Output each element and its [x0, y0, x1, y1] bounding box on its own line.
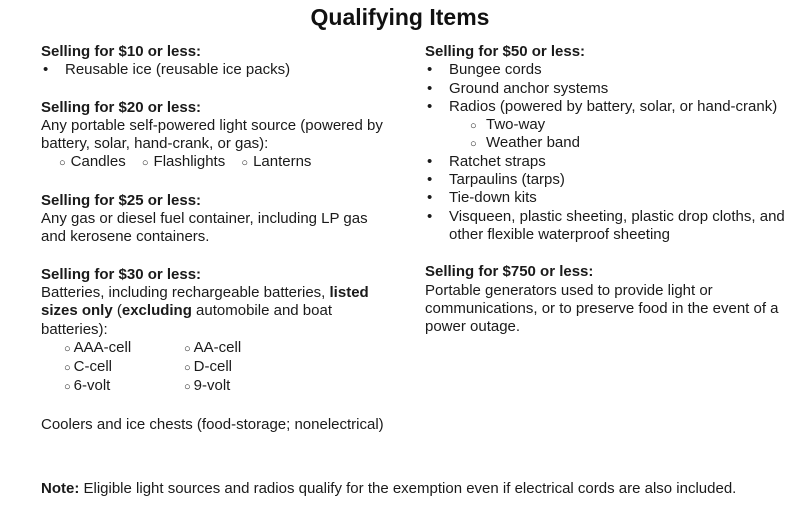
coolers-text: Coolers and ice chests (food-storage; nonelectrical) — [41, 415, 384, 433]
section-30 — [41, 266, 396, 397]
list-item: ○ Weather band — [470, 134, 785, 152]
section-heading: Selling for $25 or less: — [41, 191, 202, 209]
section-text — [41, 284, 396, 339]
section-heading: Selling for $30 or less: — [41, 265, 202, 283]
list-item: • Reusable ice (reusable ice packs) — [41, 61, 396, 79]
list-item-radios — [425, 98, 785, 153]
section-heading: Selling for $750 or less: — [425, 263, 594, 281]
list-item: ○ AAA-cell — [64, 339, 184, 358]
list-item: ○ C-cell — [64, 358, 184, 377]
text-part: ( — [112, 302, 122, 320]
section-50 — [425, 43, 785, 244]
note-text: Eligible light sources and radios qualify for the exemption even if electrical cords are also included. — [79, 480, 737, 497]
list-item: ○ Candles — [59, 153, 126, 170]
list-item: ○ 6-volt — [64, 377, 184, 396]
list-item: ○ Lanterns — [241, 153, 311, 170]
section-heading: Selling for $10 or less: — [41, 43, 202, 60]
section-heading: Selling for $20 or less: — [41, 98, 202, 116]
section-text: Any portable self-powered light source (powered by battery, solar, hand-crank, or gas): — [41, 116, 383, 153]
list-item: • Tarpaulins (tarps) — [425, 171, 785, 189]
list-item: • Ratchet straps — [425, 153, 785, 171]
item-list — [425, 61, 785, 244]
section-heading: Selling for $50 or less: — [425, 43, 586, 60]
battery-size-list — [41, 339, 396, 397]
list-item: • Ground anchor systems — [425, 80, 785, 98]
list-item: ○ Two-way — [470, 116, 785, 134]
section-25 — [41, 192, 396, 247]
list-item: • Tie-down kits — [425, 189, 785, 207]
list-item: ○ 9-volt — [184, 377, 304, 396]
text-bold: excluding — [121, 302, 192, 320]
section-750 — [425, 263, 785, 336]
text-bold: listed sizes only — [41, 283, 369, 320]
section-text: Any gas or diesel fuel container, including LP gas and kerosene containers. — [41, 210, 368, 246]
section-text: Portable generators used to provide light or communications, or to preserve food in the event of a power outage. — [425, 281, 779, 336]
text-part: Batteries, including rechargeable batteries, — [41, 283, 326, 301]
list-item: ○ AA-cell — [184, 339, 304, 358]
section-10 — [41, 43, 396, 80]
light-source-list — [41, 153, 396, 172]
radio-sub-list — [449, 116, 785, 153]
item-list — [41, 61, 396, 79]
note — [41, 480, 741, 498]
right-column — [425, 43, 785, 336]
list-item: • Visqueen, plastic sheeting, plastic drop cloths, and other flexible waterproof sheeting — [425, 208, 785, 245]
page-title: Qualifying Items — [310, 4, 490, 30]
text-part: automobile and boat batteries): — [41, 302, 332, 338]
list-item-label: Radios (powered by battery, solar, or hand-crank) — [449, 97, 778, 115]
note-label: Note: — [41, 480, 80, 497]
list-item: ○ D-cell — [184, 358, 304, 377]
section-20 — [41, 99, 396, 173]
list-item: ○ Flashlights — [142, 153, 225, 170]
list-item: • Bungee cords — [425, 61, 785, 79]
left-column — [41, 43, 396, 434]
